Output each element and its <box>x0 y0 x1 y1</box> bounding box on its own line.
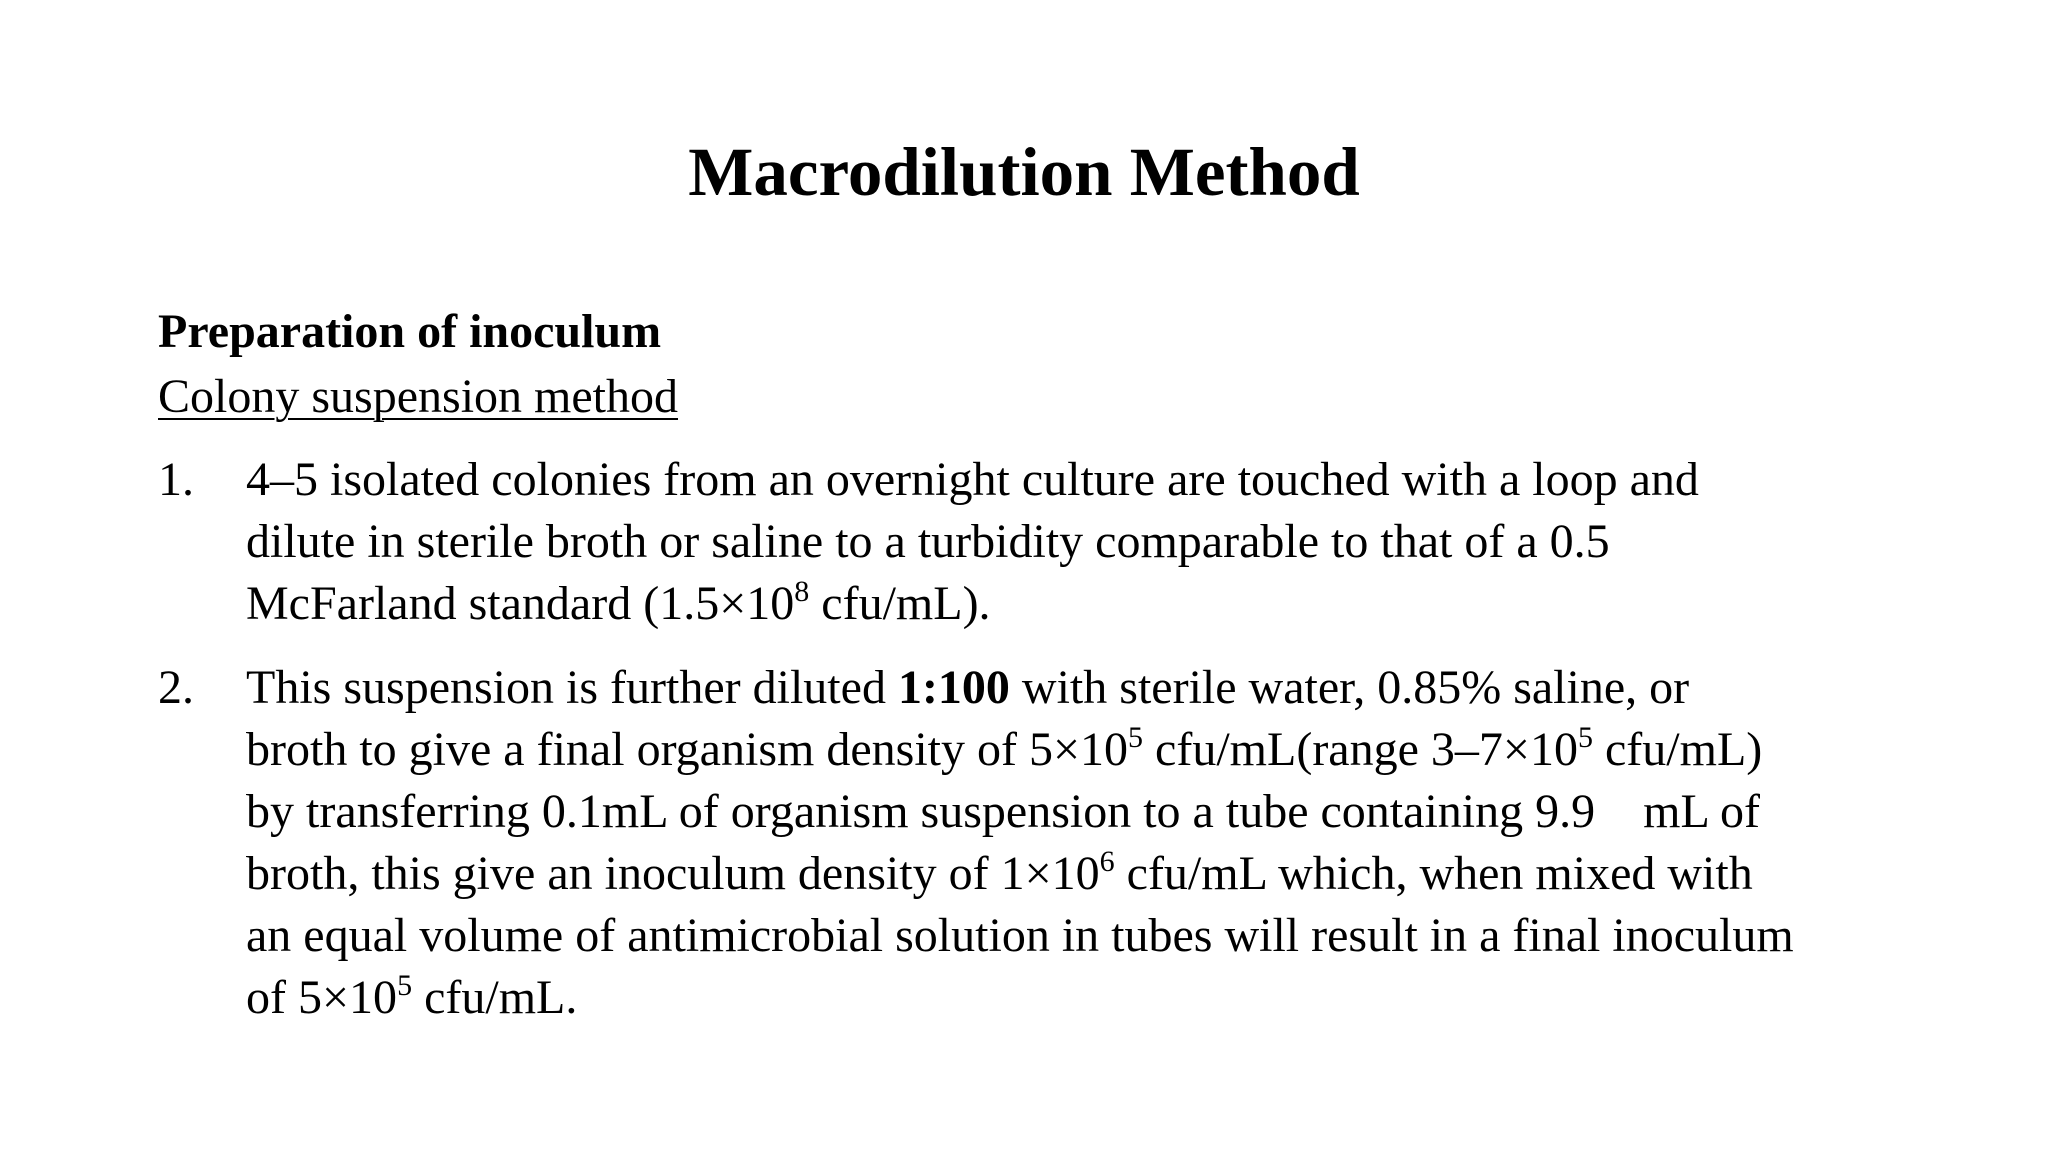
list-item-number: 1. <box>158 453 194 506</box>
subheading: Colony suspension method <box>158 370 679 423</box>
text-run: cfu/mL. <box>412 971 578 1024</box>
section-heading: Preparation of inoculum <box>158 305 662 358</box>
text-run: with sterile water, 0.85% saline, or <box>1009 661 1690 714</box>
text-line: by transferring 0.1mL of organism suspension to a tube containing 9.9 mL of <box>246 785 1760 838</box>
list-item <box>158 449 1918 635</box>
text-run: of 5×10 <box>246 971 398 1024</box>
text-line: 4–5 isolated colonies from an overnight culture are touched with a loop and <box>246 453 1699 506</box>
text-line <box>246 843 1918 905</box>
step-list-2 <box>158 657 1918 1029</box>
text-line <box>246 657 1918 719</box>
list-item <box>158 657 1918 1029</box>
superscript: 8 <box>794 575 810 608</box>
text-run: This suspension is further diluted <box>246 661 898 714</box>
list-item-number: 2. <box>158 661 194 714</box>
text-line <box>246 719 1918 781</box>
superscript: 5 <box>1577 721 1593 754</box>
text-line: an equal volume of antimicrobial solution in tubes will result in a final inoculum <box>246 909 1794 962</box>
text-line <box>246 967 1918 1029</box>
slide-title: Macrodilution Method <box>688 134 1360 210</box>
text-run: cfu/mL). <box>809 577 991 630</box>
text-run: broth to give a final organism density of 5×10 <box>246 723 1129 776</box>
text-run: McFarland standard (1.5×10 <box>246 577 795 630</box>
superscript: 6 <box>1099 845 1115 878</box>
text-line <box>246 573 1918 635</box>
step-list-1 <box>158 449 1918 635</box>
text-run: cfu/mL(range 3–7×10 <box>1143 723 1578 776</box>
text-run: cfu/mL) <box>1592 723 1763 776</box>
superscript: 5 <box>397 969 413 1002</box>
text-line: dilute in sterile broth or saline to a turbidity comparable to that of a 0.5 <box>246 515 1610 568</box>
bold-ratio: 1:100 <box>897 661 1010 714</box>
text-run: broth, this give an inoculum density of 1×10 <box>246 847 1100 900</box>
superscript: 5 <box>1128 721 1144 754</box>
text-run: cfu/mL which, when mixed with <box>1114 847 1753 900</box>
